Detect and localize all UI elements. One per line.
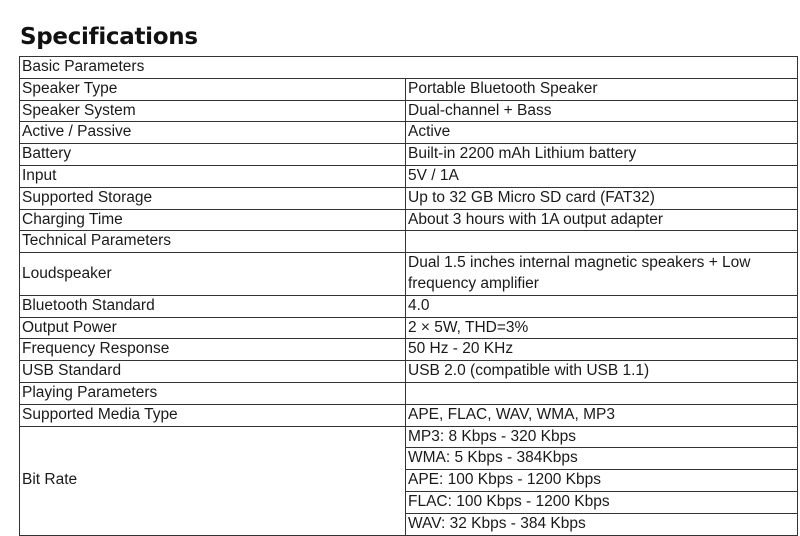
section-heading: Technical Parameters	[20, 231, 406, 253]
spec-value: Dual-channel + Bass	[406, 100, 798, 122]
spec-row-usb-standard	[20, 361, 798, 383]
spec-label: Speaker Type	[20, 78, 406, 100]
spec-label: Frequency Response	[20, 339, 406, 361]
spec-value: 2 × 5W, THD=3%	[406, 317, 798, 339]
spec-row-speaker-type	[20, 78, 798, 100]
spec-value: Dual 1.5 inches internal magnetic speakers + Low frequency amplifier	[406, 253, 798, 296]
spec-row-bluetooth-standard	[20, 295, 798, 317]
spec-label: Bluetooth Standard	[20, 295, 406, 317]
spec-value: Up to 32 GB Micro SD card (FAT32)	[406, 187, 798, 209]
spec-value: 50 Hz - 20 KHz	[406, 339, 798, 361]
spec-row-speaker-system	[20, 100, 798, 122]
spec-value: 4.0	[406, 295, 798, 317]
spec-row-bit-rate	[20, 426, 798, 535]
bit-rate-wav: WAV: 32 Kbps - 384 Kbps	[406, 513, 797, 535]
specifications-table	[19, 56, 798, 536]
spec-label: Speaker System	[20, 100, 406, 122]
spec-row-output-power	[20, 317, 798, 339]
spec-row-supported-media-type	[20, 404, 798, 426]
spec-row-input	[20, 165, 798, 187]
section-heading: Playing Parameters	[20, 382, 406, 404]
section-row-technical	[20, 231, 798, 253]
empty-cell	[406, 231, 798, 253]
bit-rate-flac: FLAC: 100 Kbps - 1200 Kbps	[406, 491, 797, 513]
spec-value: Portable Bluetooth Speaker	[406, 78, 798, 100]
spec-row-supported-storage	[20, 187, 798, 209]
spec-label: Battery	[20, 144, 406, 166]
spec-value: Active	[406, 122, 798, 144]
section-row-basic	[20, 57, 798, 79]
spec-row-frequency-response	[20, 339, 798, 361]
spec-value: USB 2.0 (compatible with USB 1.1)	[406, 361, 798, 383]
section-row-playing	[20, 382, 798, 404]
spec-value: About 3 hours with 1A output adapter	[406, 209, 798, 231]
spec-label: Active / Passive	[20, 122, 406, 144]
spec-label: Supported Media Type	[20, 404, 406, 426]
bit-rate-mp3: MP3: 8 Kbps - 320 Kbps	[408, 427, 577, 445]
bit-rate-wma: WMA: 5 Kbps - 384Kbps	[406, 447, 797, 469]
spec-label: Supported Storage	[20, 187, 406, 209]
empty-cell	[406, 382, 798, 404]
section-heading: Basic Parameters	[20, 57, 798, 79]
spec-label: Output Power	[20, 317, 406, 339]
spec-row-charging-time	[20, 209, 798, 231]
spec-row-battery	[20, 144, 798, 166]
spec-label: Loudspeaker	[20, 253, 406, 296]
spec-value: Built-in 2200 mAh Lithium battery	[406, 144, 798, 166]
spec-row-active-passive	[20, 122, 798, 144]
spec-label: Input	[20, 165, 406, 187]
spec-label: Charging Time	[20, 209, 406, 231]
spec-value: 5V / 1A	[406, 165, 798, 187]
spec-value-list	[406, 426, 798, 535]
bit-rate-ape: APE: 100 Kbps - 1200 Kbps	[406, 469, 797, 491]
spec-label: USB Standard	[20, 361, 406, 383]
spec-label: Bit Rate	[20, 426, 406, 535]
page-title: Specifications	[20, 24, 198, 50]
spec-value: APE, FLAC, WAV, WMA, MP3	[406, 404, 798, 426]
spec-row-loudspeaker	[20, 253, 798, 296]
